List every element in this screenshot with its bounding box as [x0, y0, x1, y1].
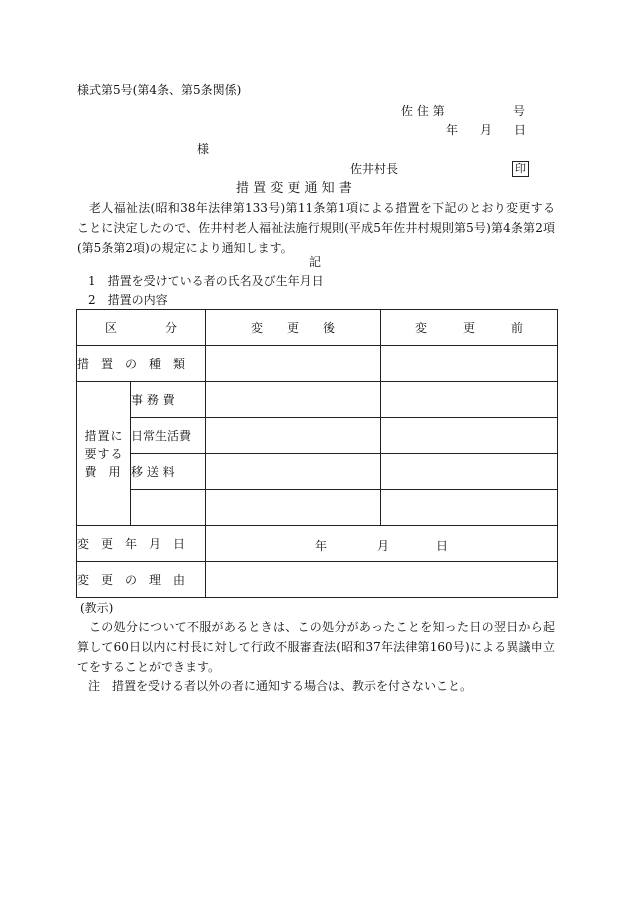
document-number-suffix: 号 — [513, 104, 526, 118]
reason-label: 変 更 の 理 由 — [77, 562, 206, 598]
cost-admin-before — [381, 382, 558, 418]
table-row — [77, 382, 558, 418]
cost-blank-after — [206, 490, 381, 526]
form-number: 様式第5号(第4条、第5条関係) — [77, 83, 242, 97]
type-before-cell — [381, 346, 558, 382]
document-number-prefix: 佐 住 第 — [401, 104, 445, 118]
type-label: 措 置 の 種 類 — [77, 346, 206, 382]
table-row — [77, 490, 558, 526]
table-row — [77, 562, 558, 598]
item-1: 1 措置を受けている者の氏名及び生年月日 — [88, 274, 324, 288]
cost-transport-after — [206, 454, 381, 490]
cost-blank-before — [381, 490, 558, 526]
cost-admin-after — [206, 382, 381, 418]
issuer: 佐井村長 — [350, 162, 399, 176]
change-date-label: 変 更 年 月 日 — [77, 526, 206, 562]
seal-stamp: 印 — [512, 161, 529, 177]
ki-marker: 記 — [309, 255, 322, 269]
cost-daily-before — [381, 418, 558, 454]
notice-text: この処分について不服があるときは、この処分があったことを知った日の翌日から起算して60日以内に村長に対して行政不服審査法(昭和37年法律第160号)による異議申立てをすることができます。 — [77, 620, 555, 674]
type-after-cell — [206, 346, 381, 382]
document-title: 措 置 変 更 通 知 書 — [236, 181, 352, 196]
header-after: 変 更 後 — [206, 310, 381, 346]
item-2: 2 措置の内容 — [88, 293, 168, 307]
cost-daily-after — [206, 418, 381, 454]
change-date-month: 月 — [377, 539, 390, 553]
cost-transport-before — [381, 454, 558, 490]
measure-table — [76, 309, 558, 598]
cost-item-admin: 事 務 費 — [131, 382, 206, 418]
header-before: 変 更 前 — [381, 310, 558, 346]
table-row — [77, 346, 558, 382]
cost-item-transport: 移 送 料 — [131, 454, 206, 490]
cost-item-blank — [131, 490, 206, 526]
date-month: 月 — [480, 123, 493, 137]
date-day: 日 — [514, 123, 527, 137]
cost-item-daily: 日常生活費 — [131, 418, 206, 454]
main-paragraph: 老人福祉法(昭和38年法律第133号)第11条第1項による措置を下記のとおり変更することに決定したので、佐井村老人福祉法施行規則(平成5年佐井村規則第5号)第4条第2項(第5条第2項)の規定により通知します。 — [77, 201, 555, 255]
change-date-day: 日 — [436, 539, 449, 553]
table-row — [77, 526, 558, 562]
notice-note: 注 措置を受ける者以外の者に通知する場合は、教示を付さないこと。 — [88, 679, 473, 693]
change-date-year: 年 — [315, 539, 328, 553]
date-year: 年 — [446, 123, 459, 137]
notice-heading: (教示) — [80, 601, 114, 615]
table-row — [77, 418, 558, 454]
cost-label: 措置に要する費 用 — [84, 428, 123, 479]
cost-label-cell — [77, 382, 131, 526]
table-header-row — [77, 310, 558, 346]
table-row — [77, 454, 558, 490]
change-date-value — [206, 526, 558, 562]
addressee-suffix: 様 — [197, 142, 210, 156]
header-category: 区 分 — [77, 310, 206, 346]
reason-value — [206, 562, 558, 598]
